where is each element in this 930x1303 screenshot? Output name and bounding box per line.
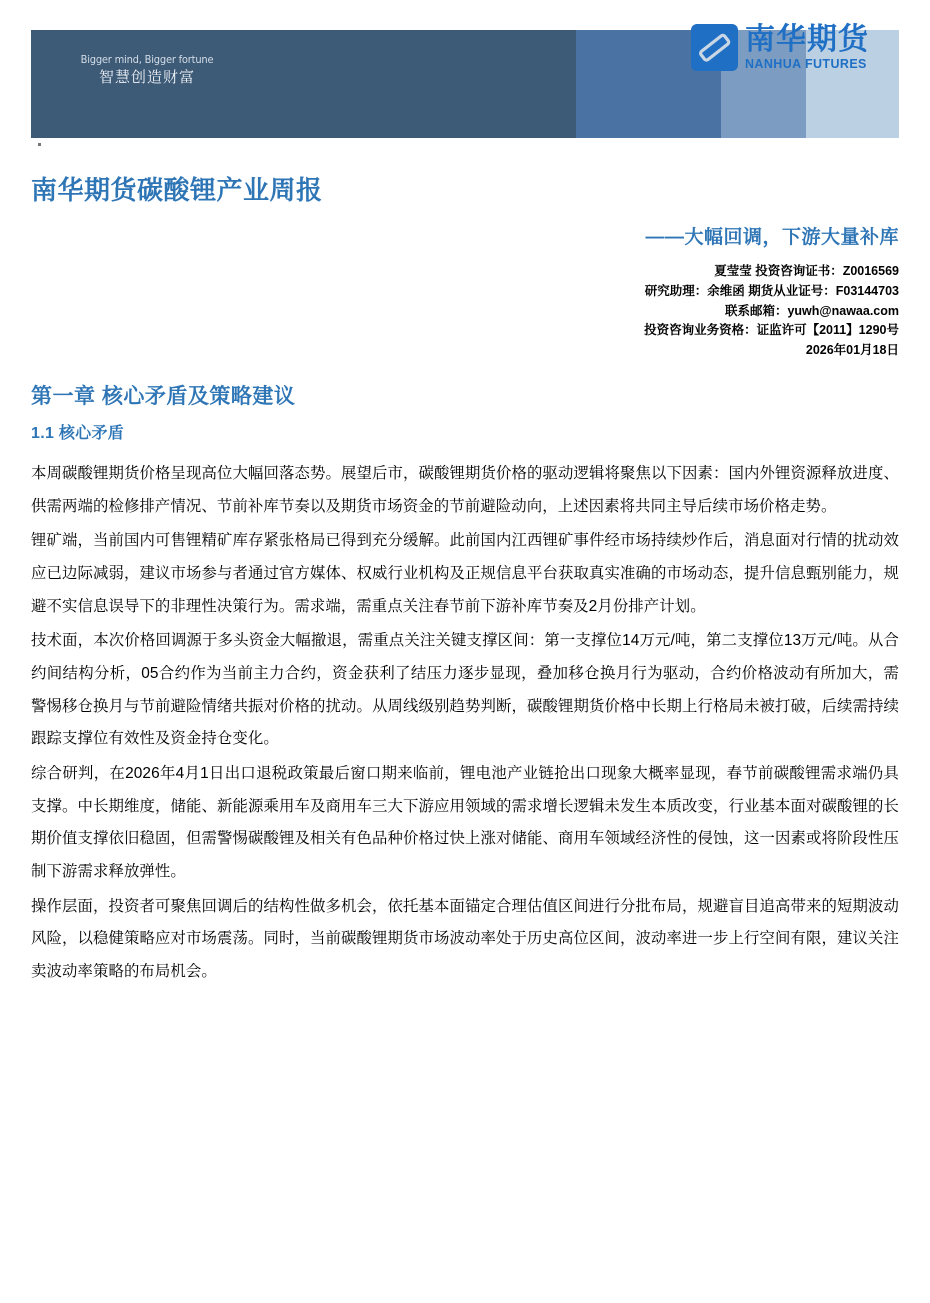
report-date: 2026年01月18日 <box>805 343 899 357</box>
logo-wordmark <box>745 22 869 71</box>
company-tagline <box>52 53 242 87</box>
body-paragraph: 锂矿端，当前国内可售锂精矿库存紧张格局已得到充分缓解。此前国内江西锂矿事件经市场持续炒作后，消息面对行情的扰动效应已边际减弱，建议市场参与者通过官方媒体、权威行业机构及正规信息平台获取真实准确的市场动态，提升信息甄别能力，规避不实信息误导下的非理性决策行为。需求端，需重点关注春节前下游补库节奏及2月份排产计划。 <box>31 532 899 615</box>
section-heading: 1.1 核心矛盾 <box>31 425 125 442</box>
body-paragraph: 本周碳酸锂期货价格呈现高位大幅回落态势。展望后市，碳酸锂期货价格的驱动逻辑将聚焦以下因素：国内外锂资源释放进度、供需两端的检修排产情况、节前补库节奏以及期货市场资金的节前避险动向，上述因素将共同主导后续市场价格走势。 <box>31 465 899 515</box>
report-metadata <box>644 262 899 361</box>
business-license: 投资咨询业务资格：证监许可【2011】1290号 <box>644 323 899 338</box>
contact-email: 联系邮箱：yuwh@nawaa.com <box>724 303 899 318</box>
stray-mark <box>38 143 41 146</box>
nanhua-logo-icon <box>691 24 738 71</box>
assistant-credential: 研究助理：余维函 期货从业证号：F03144703 <box>644 283 899 298</box>
page-title: 南华期货碳酸锂产业周报 <box>31 175 323 205</box>
company-logo <box>691 24 869 71</box>
logo-chinese-name: 南华期货 <box>745 22 869 56</box>
document-body <box>31 458 899 991</box>
analyst-credential: 夏莹莹 投资咨询证书：Z0016569 <box>714 264 899 278</box>
body-paragraph: 综合研判，在2026年4月1日出口退税政策最后窗口期来临前，锂电池产业链抢出口现象大概率显现，春节前碳酸锂需求端仍具支撑。中长期维度，储能、新能源乘用车及商用车三大下游应用领域的需求增长逻辑未发生本质改变，行业基本面对碳酸锂的长期价值支撑依旧稳固，但需警惕碳酸锂及相关有色品种价格过快上涨对储能、商用车领域经济性的侵蚀，这一因素或将阶段性压制下游需求释放弹性。 <box>31 764 899 880</box>
tagline-chinese: 智慧创造财富 <box>98 69 195 87</box>
body-paragraph: 操作层面，投资者可聚焦回调后的结构性做多机会，依托基本面锚定合理估值区间进行分批布局，规避盲目追高带来的短期波动风险，以稳健策略应对市场震荡。同时，当前碳酸锂期货市场波动率处于历史高位区间，波动率进一步上行空间有限，建议关注卖波动率策略的布局机会。 <box>31 897 899 980</box>
logo-english-name: NANHUA FUTURES <box>745 56 867 71</box>
body-paragraph: 技术面，本次价格回调源于多头资金大幅撤退，需重点关注关键支撑区间：第一支撑位14万元/吨，第二支撑位13万元/吨。从合约间结构分析，05合约作为当前主力合约，资金获利了结压力逐步显现，叠加移仓换月行为驱动，合约价格波动有所加大，需警惕移仓换月与节前避险情绪共振对价格的扰动。从周线级别趋势判断，碳酸锂期货价格中长期上行格局未被打破，后续需持续跟踪支撑位有效性及资金持仓变化。 <box>31 632 899 748</box>
tagline-english: Bigger mind, Bigger fortune <box>80 53 214 66</box>
chapter-heading: 第一章 核心矛盾及策略建议 <box>31 385 296 408</box>
page-subtitle: ——大幅回调，下游大量补库 <box>645 227 899 248</box>
